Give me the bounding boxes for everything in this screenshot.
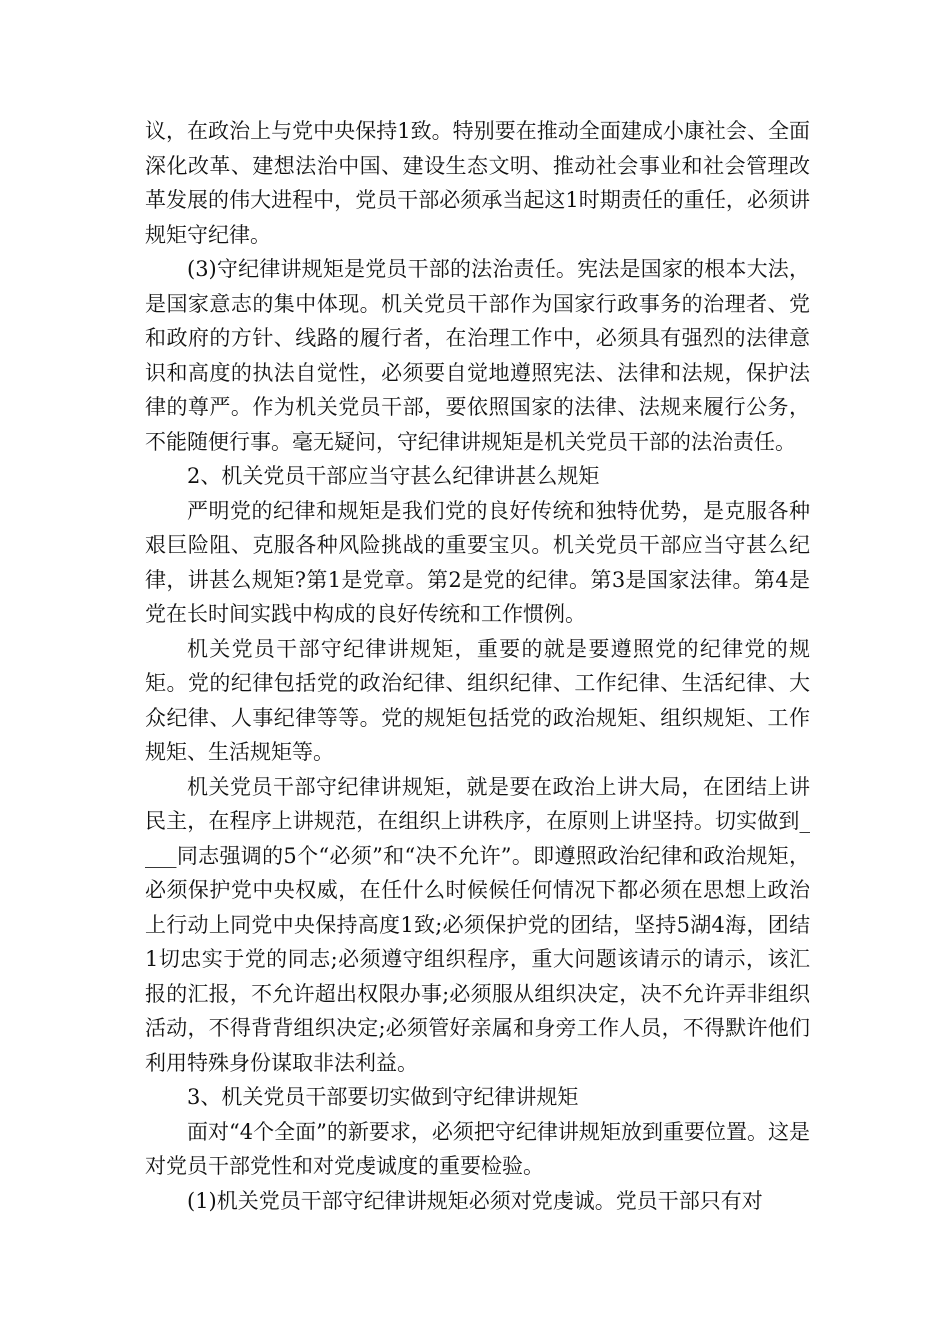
section-heading-3: 3、机关党员干部要切实做到守纪律讲规矩 (187, 1085, 579, 1109)
paragraph-4: 机关党员干部守纪律讲规矩，重要的就是要遵照党的纪律党的规矩。党的纪律包括党的政治纪律、组织纪律、工作纪律、生活纪律、大众纪律、人事纪律等等。党的规矩包括党的政治规矩、组织规矩、工作规矩、生活规矩等。 (145, 636, 810, 764)
paragraph-6: 面对“4个全面”的新要求，必须把守纪律讲规矩放到重要位置。这是对党员干部党性和对党虔诚度的重要检验。 (145, 1119, 810, 1178)
paragraph-7: (1)机关党员干部守纪律讲规矩必须对党虔诚。党员干部只有对 (187, 1188, 763, 1213)
paragraph-1: 议，在政治上与党中央保持1致。特别要在推动全面建成小康社会、全面深化改革、建想法治中国、建设生态文明、推动社会事业和社会管理改革发展的伟大进程中，党员干部必须承当起这1时期责任的重任，必须讲规矩守纪律。 (145, 119, 810, 247)
section-heading-2: 2、机关党员干部应当守甚么纪律讲甚么规矩 (187, 464, 600, 488)
paragraph-5: 机关党员干部守纪律讲规矩，就是要在政治上讲大局，在团结上讲民主，在程序上讲规范，在组织上讲秩序，在原则上讲坚持。切实做到____同志强调的5个“必须”和“决不允许”。即遵照政治纪律和政治规矩，必须保护党中央权威，在任什么时候候任何情况下都必须在思想上政治上行动上同党中央保持高度1致;必须保护党的团结，坚持5湖4海，团结1切忠实于党的同志;必须遵守组织程序，重大问题该请示的请示，该汇报的汇报，不允许超出权限办事;必须服从组织决定，决不允许弄非组织活动，不得背背组织决定;必须管好亲属和身旁工作人员，不得默许他们利用特殊身份谋取非法利益。 (145, 774, 810, 1075)
paragraph-3: 严明党的纪律和规矩是我们党的良好传统和独特优势，是克服各种艰巨险阻、克服各种风险挑战的重要宝贝。机关党员干部应当守甚么纪律，讲甚么规矩?第1是党章。第2是党的纪律。第3是国家法律。第4是党在长时间实践中构成的良好传统和工作惯例。 (145, 498, 810, 626)
document-body (145, 114, 810, 1218)
paragraph-2: (3)守纪律讲规矩是党员干部的法治责任。宪法是国家的根本大法，是国家意志的集中体现。机关党员干部作为国家行政事务的治理者、党和政府的方针、线路的履行者，在治理工作中，必须具有强烈的法律意识和高度的执法自觉性，必须要自觉地遵照宪法、法律和法规，保护法律的尊严。作为机关党员干部，要依照国家的法律、法规来履行公务，不能随便行事。毫无疑问，守纪律讲规矩是机关党员干部的法治责任。 (145, 257, 810, 454)
